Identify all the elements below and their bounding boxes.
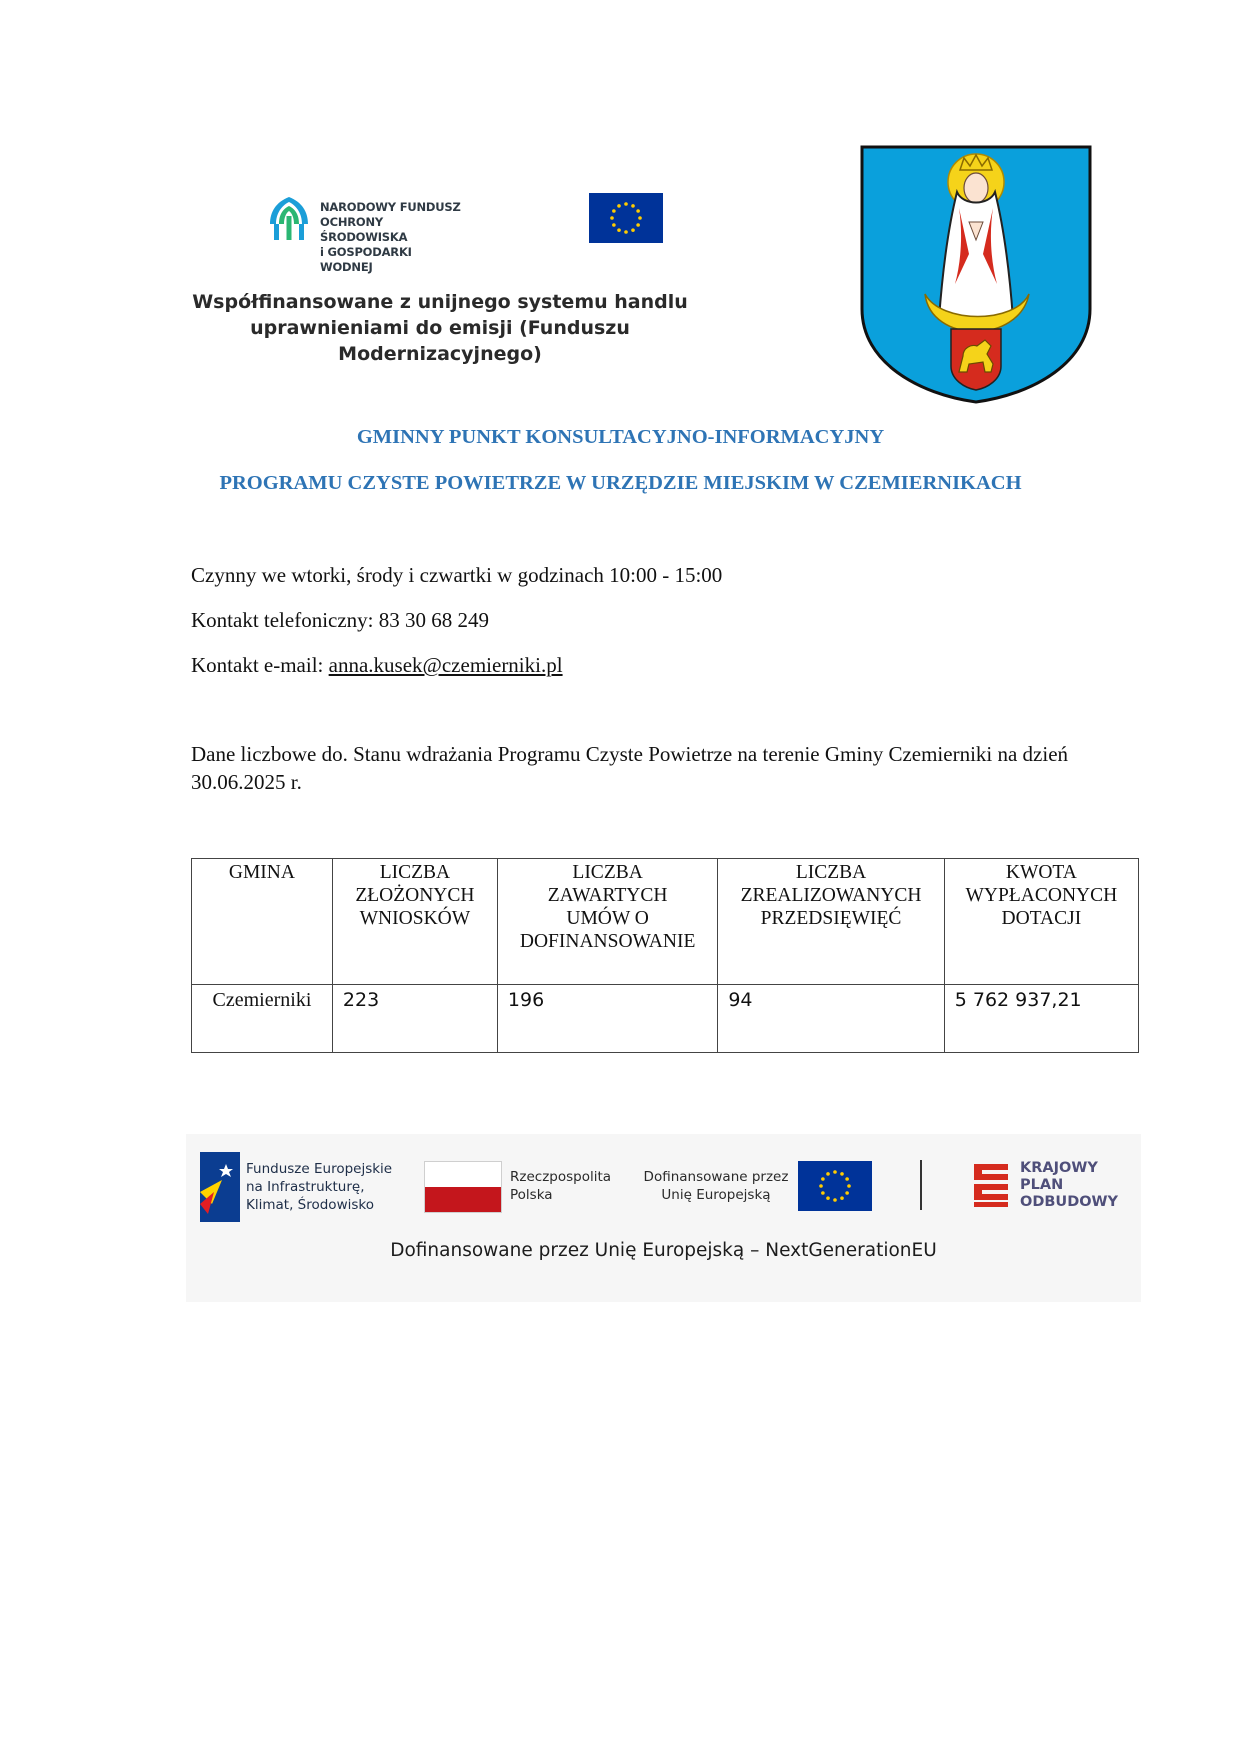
header-gmina-text: GMINA xyxy=(228,862,295,883)
eu-star xyxy=(826,1196,830,1200)
eu-line-2: Unię Europejską xyxy=(661,1187,771,1203)
cell-gmina: Czemierniki xyxy=(192,985,333,1053)
eu-star xyxy=(624,202,628,206)
opening-hours-text: Czynny we wtorki, środy i czwartki w godzinach 10:00 - 15:00 xyxy=(191,563,723,587)
nfos-line-2: OCHRONY ŚRODOWISKA xyxy=(320,215,408,244)
email-label: Kontakt e-mail: xyxy=(191,653,329,677)
header-text: KWOTA xyxy=(1005,862,1077,883)
header-text: ZŁOŻONYCH xyxy=(355,885,475,906)
eu-star xyxy=(840,1196,844,1200)
eu-line-1: Dofinansowane przez xyxy=(643,1169,789,1185)
table-header-row xyxy=(192,859,1139,985)
nfos-line-3: i GOSPODARKI WODNEJ xyxy=(320,245,412,274)
eu-star xyxy=(631,204,635,208)
nfos-logo xyxy=(266,194,466,274)
table-row xyxy=(192,985,1139,1053)
poland-line-1: Rzeczpospolita xyxy=(510,1169,612,1185)
cofinanced-line-2: uprawnieniami do emisji (Funduszu Modernizacyjnego) xyxy=(250,317,630,365)
nfos-logo-icon xyxy=(266,194,312,244)
eu-cofinanced-text xyxy=(641,1168,791,1204)
divider xyxy=(920,1160,922,1210)
header-text: WNIOSKÓW xyxy=(359,908,471,929)
cell-submitted-applications: 223 xyxy=(332,985,497,1053)
statistics-table xyxy=(191,858,1139,1053)
eu-star xyxy=(821,1177,825,1181)
polish-flag-icon xyxy=(424,1161,502,1213)
header-gmina xyxy=(192,859,333,985)
data-intro-text: Dane liczbowe do. Stanu wdrażania Programu Czyste Powietrze na terenie Gminy Czemierniki na dzień 30.06.2025 r. xyxy=(191,742,1069,794)
kpo-line-2: PLAN xyxy=(1020,1177,1064,1193)
kpo-text xyxy=(1020,1160,1118,1211)
eu-star xyxy=(847,1184,851,1188)
header-submitted-applications xyxy=(332,859,497,985)
funding-banner xyxy=(186,1134,1141,1302)
eu-flag-footer xyxy=(798,1161,872,1211)
eu-star xyxy=(845,1191,849,1195)
eu-star xyxy=(833,1170,837,1174)
kpo-logo-icon xyxy=(970,1160,1012,1210)
eu-star xyxy=(819,1184,823,1188)
eu-star xyxy=(636,209,640,213)
eu-star xyxy=(845,1177,849,1181)
header-text: ZREALIZOWANYCH xyxy=(740,885,922,906)
header-text: LICZBA xyxy=(572,862,643,883)
eu-star xyxy=(636,223,640,227)
header-text: DOFINANSOWANIE xyxy=(519,931,696,952)
eu-star xyxy=(821,1191,825,1195)
eu-star xyxy=(610,216,614,220)
kpo-line-3: ODBUDOWY xyxy=(1020,1194,1119,1210)
eu-star xyxy=(833,1198,837,1202)
header-text: LICZBA xyxy=(795,862,867,883)
cofinanced-line-1: Współfinansowane z unijnego systemu handlu xyxy=(192,291,688,313)
fe-line-3: Klimat, Środowisko xyxy=(246,1197,374,1213)
header-text: PRZEDSIĘWIĘĆ xyxy=(760,908,902,929)
nfos-line-1: NARODOWY FUNDUSZ xyxy=(320,200,461,214)
fe-logo-icon xyxy=(200,1152,240,1222)
header-paid-subsidies xyxy=(944,859,1138,985)
cell-paid-subsidies: 5 762 937,21 xyxy=(944,985,1138,1053)
header-text: WYPŁACONYCH xyxy=(965,885,1118,906)
cofinanced-text xyxy=(160,289,720,367)
eu-star xyxy=(612,209,616,213)
eu-flag-icon xyxy=(589,193,663,243)
header-text: LICZBA xyxy=(379,862,451,883)
eu-star xyxy=(840,1172,844,1176)
footer-caption: Dofinansowane przez Unię Europejską – NextGenerationEU xyxy=(390,1240,937,1261)
fe-text xyxy=(246,1160,392,1214)
eu-star xyxy=(826,1172,830,1176)
page-title-line-1: GMINNY PUNKT KONSULTACYJNO-INFORMACYJNY xyxy=(356,426,885,448)
page-title-line-2: PROGRAMU CZYSTE POWIETRZE W URZĘDZIE MIEJSKIM W CZEMIERNIKACH xyxy=(219,472,1022,494)
phone-contact-text: Kontakt telefoniczny: 83 30 68 249 xyxy=(191,608,490,632)
cell-concluded-contracts: 196 xyxy=(497,985,717,1053)
email-link[interactable]: anna.kusek@czemierniki.pl xyxy=(328,653,563,677)
eu-star xyxy=(617,204,621,208)
header-text: ZAWARTYCH xyxy=(547,885,668,906)
eu-star xyxy=(638,216,642,220)
eu-flag-header xyxy=(589,193,663,243)
fe-line-2: na Infrastrukturę, xyxy=(246,1179,365,1195)
header-concluded-contracts xyxy=(497,859,717,985)
nfos-text xyxy=(320,200,466,275)
eu-flag-icon xyxy=(798,1161,872,1211)
fe-line-1: Fundusze Europejskie xyxy=(246,1161,393,1177)
eu-star xyxy=(612,223,616,227)
eu-star xyxy=(631,228,635,232)
header-completed-projects xyxy=(718,859,944,985)
poland-text xyxy=(510,1168,611,1204)
header-text: DOTACJI xyxy=(1001,908,1082,929)
poland-line-2: Polska xyxy=(510,1187,553,1203)
eu-star xyxy=(624,230,628,234)
cell-completed-projects: 94 xyxy=(718,985,944,1053)
coat-of-arms-icon xyxy=(859,144,1093,404)
kpo-line-1: KRAJOWY xyxy=(1020,1160,1098,1176)
header-text: UMÓW O xyxy=(566,908,649,929)
eu-star xyxy=(617,228,621,232)
email-contact xyxy=(191,651,563,679)
